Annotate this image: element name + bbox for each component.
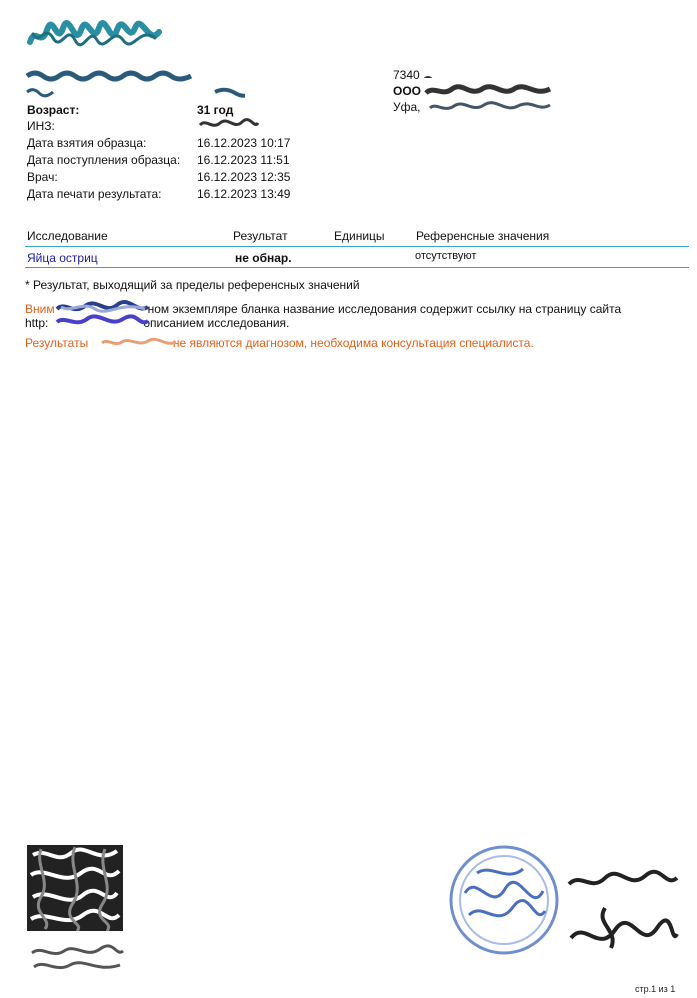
address-index: 7340 xyxy=(393,68,420,82)
col-reference: Референсные значения xyxy=(416,229,550,243)
attention-lead: Вним xyxy=(25,302,55,316)
sample-received-label: Дата поступления образца: xyxy=(27,153,181,167)
city-prefix: Уфа, xyxy=(393,100,421,114)
col-test: Исследование xyxy=(27,229,108,243)
reference-value: отсутствуют xyxy=(415,250,477,262)
disclaimer-b: не являются диагнозом, необходима консультация специалиста. xyxy=(169,336,534,350)
sample-received-value: 16.12.2023 11:51 xyxy=(197,153,290,167)
redacted-patient-name xyxy=(25,68,195,82)
footnote: * Результат, выходящий за пределы референсных значений xyxy=(25,278,360,292)
age-value: 31 год xyxy=(197,103,234,117)
table-header-rule xyxy=(25,246,689,247)
age-label: Возраст: xyxy=(27,103,80,117)
doctor-value: 16.12.2023 12:35 xyxy=(197,170,291,184)
sample-taken-value: 16.12.2023 10:17 xyxy=(197,136,291,150)
lab-logo xyxy=(27,20,162,52)
organization-prefix: ООО xyxy=(393,84,422,98)
print-date-label: Дата печати результата: xyxy=(27,187,162,201)
redacted-organization xyxy=(424,83,552,99)
table-row-rule xyxy=(25,267,689,268)
print-date-value: 16.12.2023 13:49 xyxy=(197,187,291,201)
col-units: Единицы xyxy=(334,229,385,243)
result-value: не обнар. xyxy=(235,251,292,265)
inz-label: ИНЗ: xyxy=(27,119,55,133)
disclaimer-a: Результаты xyxy=(25,336,92,350)
attention-rest: ном экземпляре бланка название исследования содержит ссылку на страницу сайта xyxy=(147,302,622,316)
col-result: Результат xyxy=(233,229,288,243)
redacted-inz xyxy=(198,116,260,132)
signature-icon xyxy=(565,868,680,963)
page-number: стр.1 из 1 xyxy=(635,984,676,994)
redacted-index-tail xyxy=(423,70,433,78)
round-stamp-icon xyxy=(447,843,562,958)
qr-code-icon xyxy=(27,845,123,931)
qr-caption-scribble xyxy=(30,943,125,975)
redacted-link xyxy=(55,313,150,329)
redacted-address xyxy=(428,99,553,115)
doctor-label: Врач: xyxy=(27,170,58,184)
sample-taken-label: Дата взятия образца: xyxy=(27,136,147,150)
redacted-disclaimer xyxy=(100,334,178,350)
table-row xyxy=(25,249,689,267)
test-link[interactable]: Яйца остриц xyxy=(27,251,98,265)
link-rest: описанием исследования. xyxy=(143,316,290,330)
link-prefix[interactable]: http: xyxy=(25,316,49,330)
redacted-patient-info xyxy=(25,85,245,99)
